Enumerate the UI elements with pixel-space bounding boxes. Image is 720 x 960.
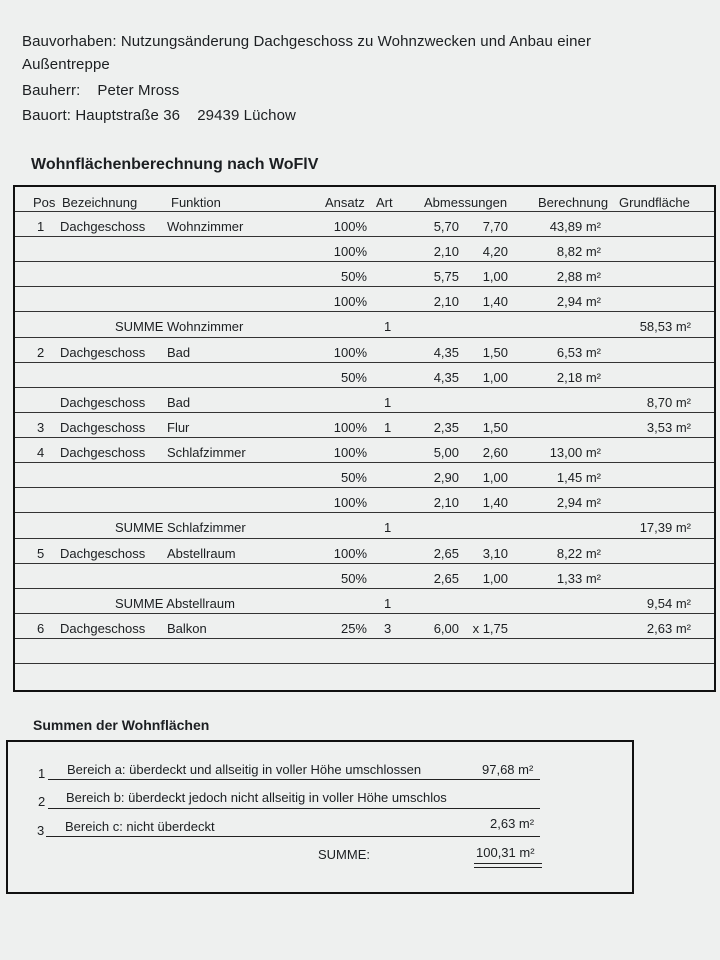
table-row xyxy=(15,462,714,488)
table-row xyxy=(15,337,714,363)
summary-total-rule-2 xyxy=(474,867,542,868)
table-row xyxy=(15,311,714,338)
cell-abmessung-b: 1,50 xyxy=(482,420,508,435)
table-row xyxy=(15,638,714,664)
table-row xyxy=(15,588,714,614)
summary-line-3-text: Bereich c: nicht überdeckt xyxy=(65,819,215,834)
cell-grundflaeche: 8,70 m² xyxy=(646,395,691,410)
cell-abmessung-a: 2,65 xyxy=(433,571,459,586)
table-row xyxy=(15,362,714,388)
col-header-pos: Pos xyxy=(33,195,56,210)
cell-pos: 1 xyxy=(37,219,45,234)
cell-abmessung-b: 1,00 xyxy=(482,470,508,485)
col-header-art: Art xyxy=(376,195,393,210)
col-header-funktion: Funktion xyxy=(171,195,221,210)
cell-bezeichnung: Dachgeschoss xyxy=(60,621,146,636)
cell-bezeichnung: SUMME Schlafzimmer xyxy=(115,520,246,535)
bauvorhaben-line-2: Außentreppe xyxy=(22,56,110,73)
cell-grundflaeche: 9,54 m² xyxy=(646,596,691,611)
cell-berechnung: 8,22 m² xyxy=(556,546,601,561)
cell-grundflaeche: 3,53 m² xyxy=(646,420,691,435)
cell-funktion: Wohnzimmer xyxy=(167,219,244,234)
cell-abmessung-a: 2,35 xyxy=(433,420,459,435)
cell-funktion: Flur xyxy=(167,420,190,435)
summary-line-2-rule xyxy=(48,808,540,809)
summary-line-1-value: 97,68 m² xyxy=(482,762,534,777)
cell-berechnung: 13,00 m² xyxy=(549,445,601,460)
cell-berechnung: 43,89 m² xyxy=(549,219,601,234)
cell-berechnung: 2,88 m² xyxy=(556,269,601,284)
cell-abmessung-a: 4,35 xyxy=(433,370,459,385)
cell-abmessung-b: 3,10 xyxy=(482,546,508,561)
table-title: Wohnflächenberechnung nach WoFlV xyxy=(31,156,319,173)
cell-berechnung: 1,33 m² xyxy=(556,571,601,586)
col-header-bezeichnung: Bezeichnung xyxy=(62,195,138,210)
cell-bezeichnung: Dachgeschoss xyxy=(60,546,146,561)
cell-pos: 4 xyxy=(37,445,45,460)
cell-ansatz: 50% xyxy=(340,571,367,586)
cell-ansatz: 100% xyxy=(333,294,367,309)
summary-box xyxy=(6,740,634,894)
summary-line-2-text: Bereich b: überdeckt jedoch nicht allseitig in voller Höhe umschlos xyxy=(66,790,447,805)
table-header-row xyxy=(15,187,714,212)
summary-line-1-num: 1 xyxy=(38,766,46,781)
table-row xyxy=(15,437,714,463)
cell-berechnung: 2,94 m² xyxy=(556,495,601,510)
cell-ansatz: 50% xyxy=(340,370,367,385)
cell-ansatz: 50% xyxy=(340,269,367,284)
wohnflaechen-table xyxy=(13,185,716,692)
cell-berechnung: 8,82 m² xyxy=(556,244,601,259)
cell-bezeichnung: Dachgeschoss xyxy=(60,219,146,234)
cell-abmessung-b: 1,50 xyxy=(482,345,508,360)
table-row xyxy=(15,286,714,312)
cell-bezeichnung: Dachgeschoss xyxy=(60,345,146,360)
cell-abmessung-a: 4,35 xyxy=(433,345,459,360)
col-header-berechnung: Berechnung xyxy=(538,195,609,210)
cell-ansatz: 50% xyxy=(340,470,367,485)
summary-line-3-num: 3 xyxy=(37,823,45,838)
cell-grundflaeche: 17,39 m² xyxy=(639,520,691,535)
cell-abmessung-a: 5,70 xyxy=(433,219,459,234)
cell-pos: 3 xyxy=(37,420,45,435)
cell-bezeichnung: Dachgeschoss xyxy=(60,395,146,410)
cell-abmessung-a: 2,10 xyxy=(433,244,459,259)
table-row xyxy=(15,512,714,539)
cell-art: 1 xyxy=(384,420,392,435)
cell-ansatz: 100% xyxy=(333,345,367,360)
summary-title: Summen der Wohnflächen xyxy=(33,717,210,733)
cell-bezeichnung: Dachgeschoss xyxy=(60,420,146,435)
cell-abmessung-a: 2,10 xyxy=(433,495,459,510)
cell-abmessung-a: 5,00 xyxy=(433,445,459,460)
cell-funktion: Schlafzimmer xyxy=(167,445,246,460)
cell-bezeichnung: Dachgeschoss xyxy=(60,445,146,460)
cell-pos: 6 xyxy=(37,621,45,636)
summary-line-1-text: Bereich a: überdeckt und allseitig in voller Höhe umschlossen xyxy=(67,762,422,777)
cell-ansatz: 100% xyxy=(333,445,367,460)
table-row xyxy=(15,538,714,564)
table-row xyxy=(15,261,714,287)
cell-art: 1 xyxy=(384,520,392,535)
cell-ansatz: 25% xyxy=(340,621,367,636)
cell-pos: 5 xyxy=(37,546,45,561)
table-row xyxy=(15,387,714,413)
col-header-ansatz: Ansatz xyxy=(325,195,365,210)
cell-abmessung-b: 4,20 xyxy=(482,244,508,259)
table-row xyxy=(15,236,714,262)
cell-abmessung-b: 1,00 xyxy=(482,269,508,284)
cell-ansatz: 100% xyxy=(333,244,367,259)
cell-grundflaeche: 58,53 m² xyxy=(639,319,691,334)
cell-grundflaeche: 2,63 m² xyxy=(646,621,691,636)
cell-funktion: Bad xyxy=(167,395,191,410)
cell-art: 3 xyxy=(384,621,392,636)
cell-abmessung-a: 6,00 xyxy=(433,621,459,636)
table-row xyxy=(15,487,714,513)
bauort-line: Bauort: Hauptstraße 36 29439 Lüchow xyxy=(22,107,296,124)
summary-line-3-rule xyxy=(46,836,540,837)
cell-bezeichnung: SUMME Wohnzimmer xyxy=(115,319,244,334)
cell-berechnung: 2,94 m² xyxy=(556,294,601,309)
summary-line-3-value: 2,63 m² xyxy=(490,816,535,831)
col-header-abmessungen: Abmessungen xyxy=(424,195,508,210)
cell-abmessung-b: 1,40 xyxy=(482,495,508,510)
cell-abmessung-b: 1,00 xyxy=(482,370,508,385)
cell-abmessung-b: 2,60 xyxy=(482,445,508,460)
cell-funktion: Bad xyxy=(167,345,191,360)
cell-berechnung: 6,53 m² xyxy=(556,345,601,360)
summary-line-1-rule xyxy=(48,779,540,780)
summary-line-2-num: 2 xyxy=(38,794,46,809)
cell-ansatz: 100% xyxy=(333,546,367,561)
summary-total-rule-1 xyxy=(474,863,542,864)
cell-funktion: Abstellraum xyxy=(167,546,236,561)
cell-berechnung: 1,45 m² xyxy=(556,470,601,485)
cell-art: 1 xyxy=(384,395,392,410)
summary-total-value: 100,31 m² xyxy=(476,845,535,860)
cell-art: 1 xyxy=(384,596,392,611)
cell-berechnung: 2,18 m² xyxy=(556,370,601,385)
cell-abmessung-a: 2,90 xyxy=(433,470,459,485)
cell-ansatz: 100% xyxy=(333,495,367,510)
table-row xyxy=(15,412,714,438)
summary-total-label: SUMME: xyxy=(318,847,370,862)
cell-abmessung-a: 2,10 xyxy=(433,294,459,309)
table-row xyxy=(15,613,714,639)
table-row xyxy=(15,563,714,589)
col-header-grundflaeche: Grundfläche xyxy=(619,195,690,210)
cell-ansatz: 100% xyxy=(333,219,367,234)
cell-pos: 2 xyxy=(37,345,45,360)
cell-abmessung-b: 1,00 xyxy=(482,571,508,586)
cell-abmessung-a: 5,75 xyxy=(433,269,459,284)
cell-abmessung-a: 2,65 xyxy=(433,546,459,561)
cell-abmessung-b: 1,40 xyxy=(482,294,508,309)
cell-abmessung-b: 7,70 xyxy=(482,219,508,234)
cell-abmessung-b: x 1,75 xyxy=(472,621,508,636)
table-row xyxy=(15,211,714,237)
bauvorhaben-line-1: Bauvorhaben: Nutzungsänderung Dachgeschoss zu Wohnzwecken und Anbau einer xyxy=(22,33,592,50)
cell-ansatz: 100% xyxy=(333,420,367,435)
table-row xyxy=(15,663,714,690)
cell-bezeichnung: SUMME Abstellraum xyxy=(115,596,235,611)
bauherr-line: Bauherr: Peter Mross xyxy=(22,82,180,99)
cell-art: 1 xyxy=(384,319,392,334)
cell-funktion: Balkon xyxy=(167,621,207,636)
